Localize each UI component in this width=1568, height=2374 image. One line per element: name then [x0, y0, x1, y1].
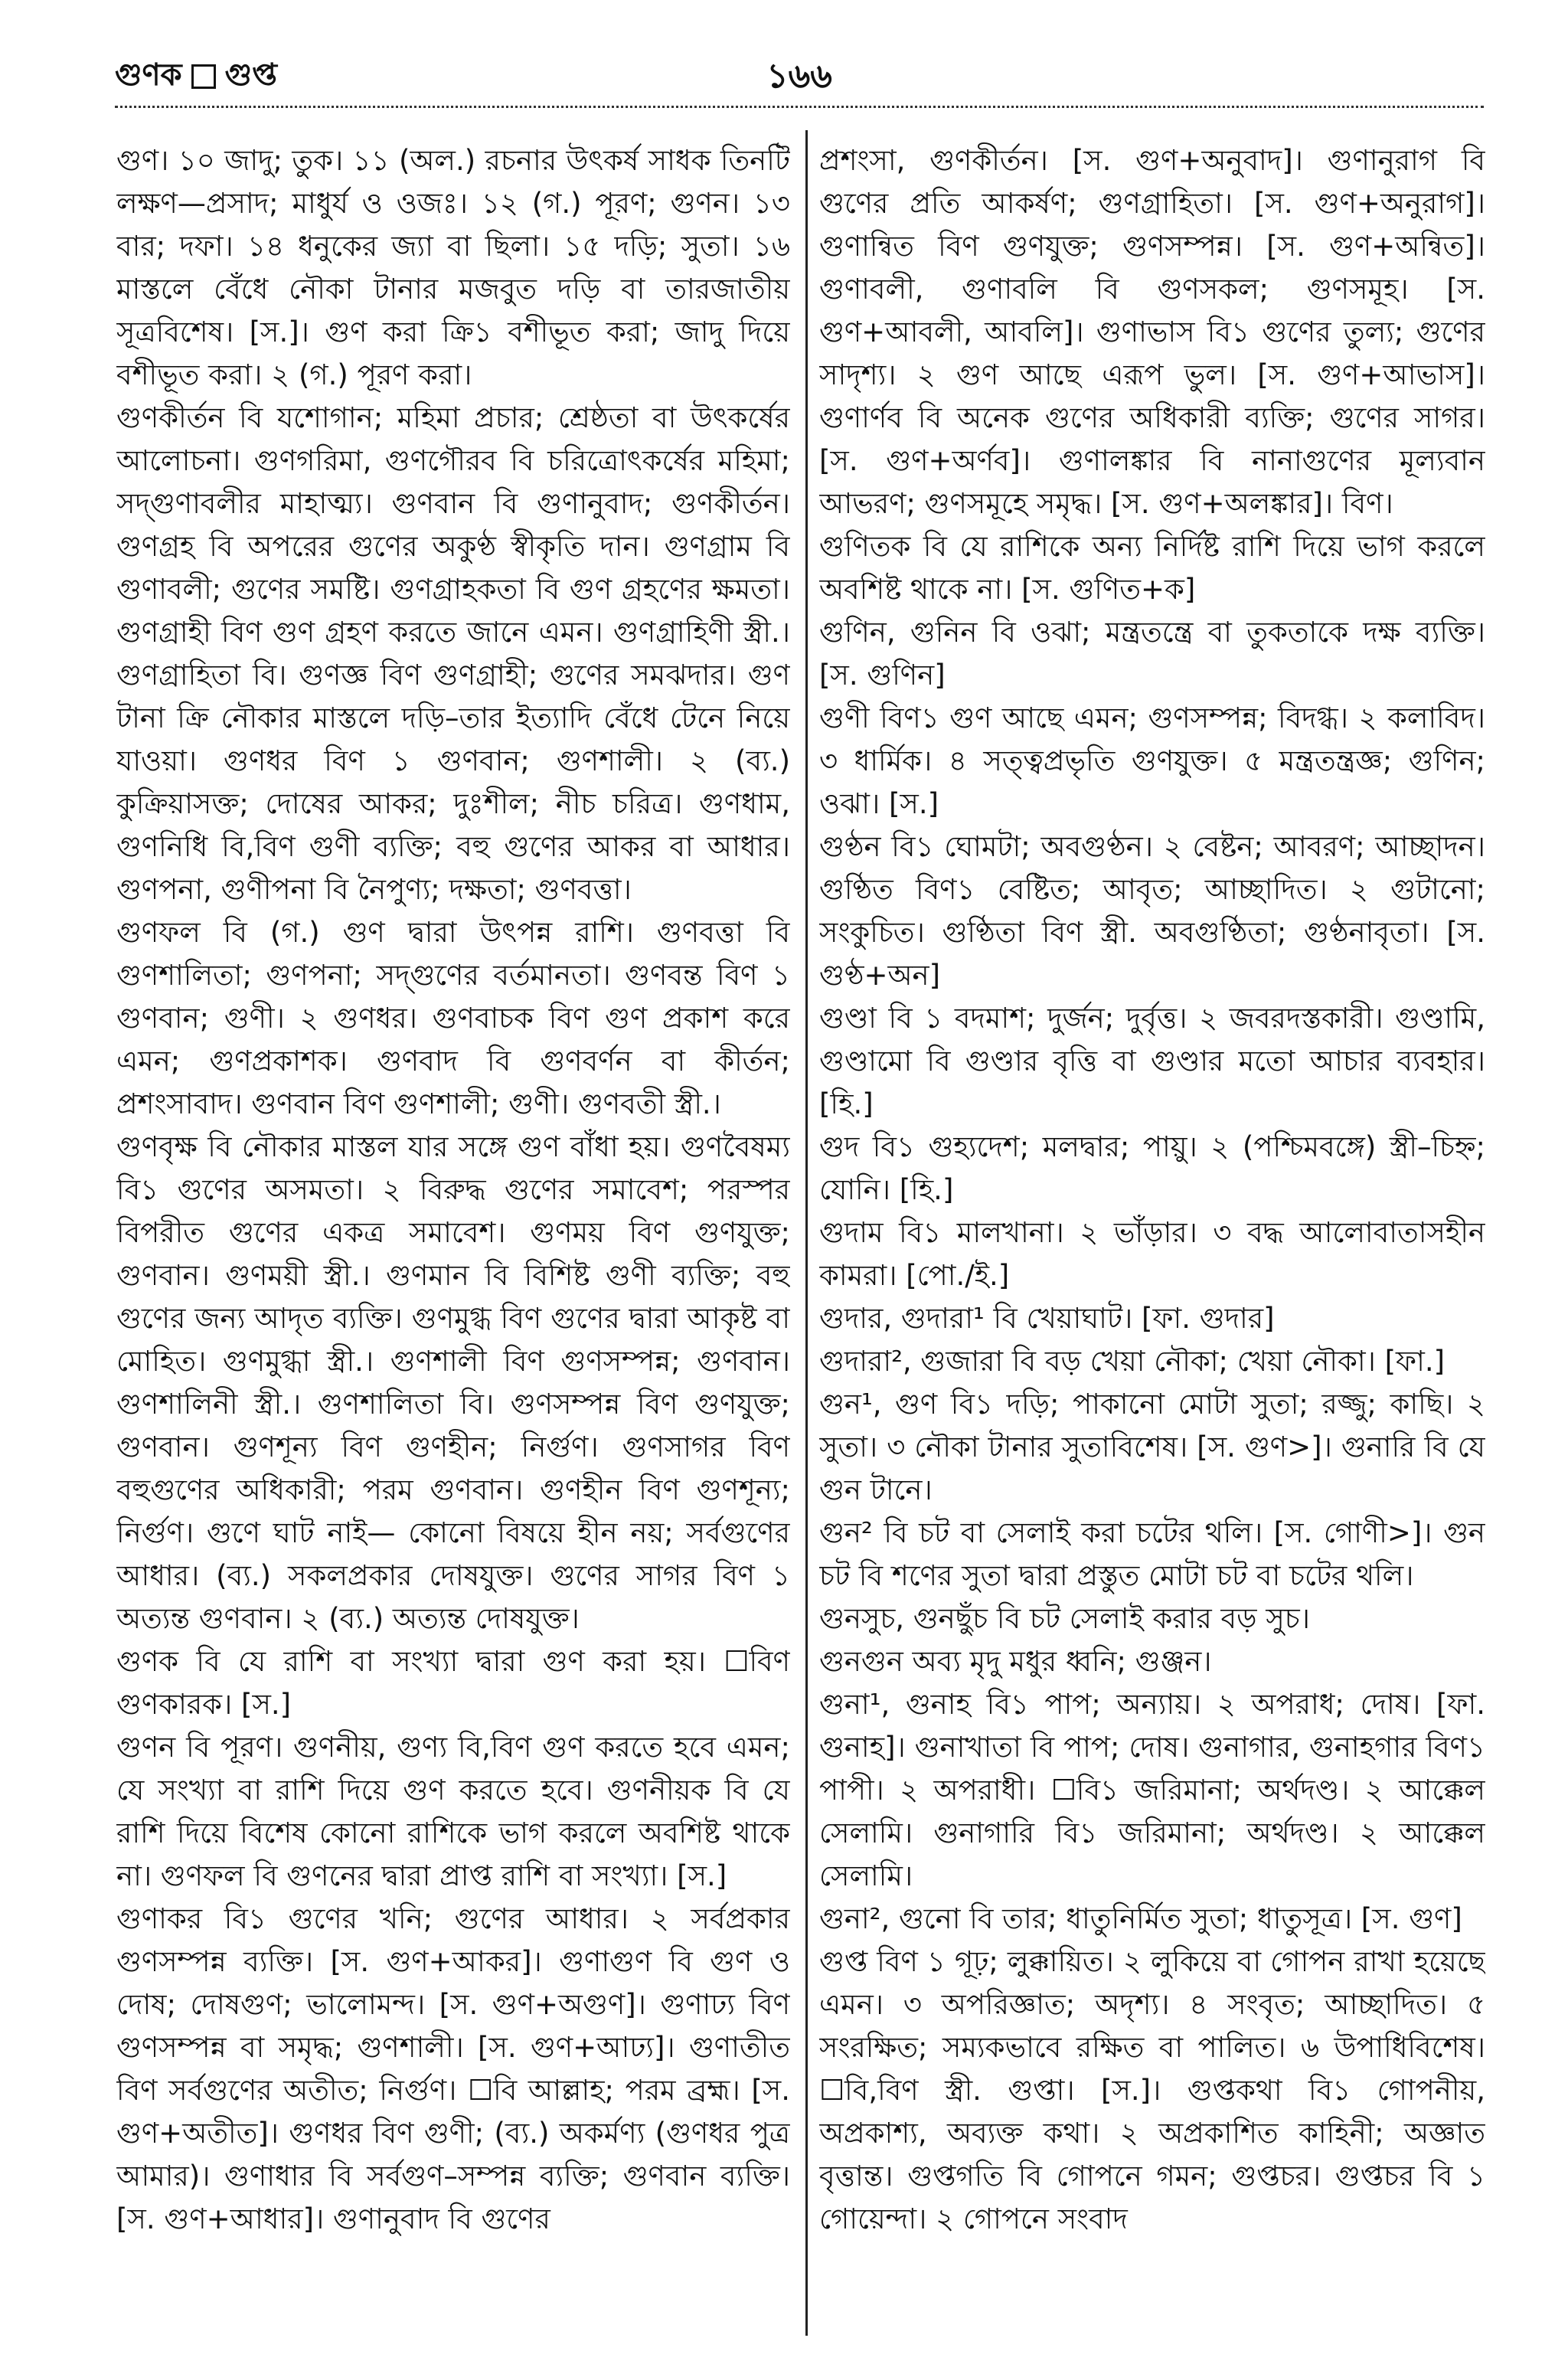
entry-paragraph: গুনসুচ, গুনছুঁচ বি চট সেলাই করার বড় সুচ।: [819, 1602, 1310, 1635]
guide-word-last: গুপ্ত: [224, 57, 278, 93]
separator-box-icon: [191, 64, 216, 89]
entry-paragraph: প্রশংসা, গুণকীর্তন। [স. গুণ+অনুবাদ]। গুণানুরাগ বি গুণের প্রতি আকর্ষণ; গুণগ্রাহিতা। [স. গুণ+অনুরাগ]। গুণান্বিত বিণ গুণযুক্ত; গুণসম্পন্ন। [স. গুণ+অন্বিত]। গুণাবলী, গুণাবলি বি গুণসকল; গুণসমূহ। [স. গুণ+আবলী, আবলি]। গুণাভাস বি১ গুণের তুল্য; গুণের সাদৃশ্য। ২ গুণ আছে এরূপ ভুল। [স. গুণ+আভাস]। গুণার্ণব বি অনেক গুণের অধিকারী ব্যক্তি; গুণের সাগর। [স. গুণ+অর্ণব]। গুণালঙ্কার বি নানাগুণের মূল্যবান আভরণ; গুণসমূহে সমৃদ্ধ। [স. গুণ+অলঙ্কার]। বিণ।: [819, 144, 1485, 520]
entry-paragraph: গুণী বিণ১ গুণ আছে এমন; গুণসম্পন্ন; বিদগ্ধ। ২ কলাবিদ। ৩ ধার্মিক। ৪ সত্ত্বপ্রভৃতি গুণযুক্ত। ৫ মন্ত্রতন্ত্রজ্ঞ; গুণিন; ওঝা। [স.]: [819, 701, 1485, 820]
right-column: [819, 139, 1485, 2330]
entry-paragraph: গুন² বি চট বা সেলাই করা চটের থলি। [স. গোণী>]। গুন চট বি শণের সুতা দ্বারা প্রস্তুত মোটা চট বা চটের থলি।: [819, 1516, 1485, 1592]
page-number: ১৬৬: [766, 57, 832, 96]
entry-paragraph: গুণকীর্তন বি যশোগান; মহিমা প্রচার; শ্রেষ্ঠতা বা উৎকর্ষের আলোচনা। গুণগরিমা, গুণগৌরব বি চরিত্রোৎকর্ষের মহিমা; সদ্‌গুণাবলীর মাহাত্ম্য। গুণবান বি গুণানুবাদ; গুণকীর্তন। গুণগ্রহ বি অপরের গুণের অকুণ্ঠ স্বীকৃতি দান। গুণগ্রাম বি গুণাবলী; গুণের সমষ্টি। গুণগ্রাহকতা বি গুণ গ্রহণের ক্ষমতা। গুণগ্রাহী বিণ গুণ গ্রহণ করতে জানে এমন। গুণগ্রাহিণী স্ত্রী.। গুণগ্রাহিতা বি। গুণজ্ঞ বিণ গুণগ্রাহী; গুণের সমঝদার। গুণ টানা ক্রি নৌকার মাস্তলে দড়ি–তার ইত্যাদি বেঁধে টেনে নিয়ে যাওয়া। গুণধর বিণ ১ গুণবান; গুণশালী। ২ (ব্য.) কুক্রিয়াসক্ত; দোষের আকর; দুঃশীল; নীচ চরিত্র। গুণধাম, গুণনিধি বি,বিণ গুণী ব্যক্তি; বহু গুণের আকর বা আধার। গুণপনা, গুণীপনা বি নৈপুণ্য; দক্ষতা; গুণবত্তা।: [116, 401, 790, 906]
entry-paragraph: গুণিতক বি যে রাশিকে অন্য নির্দিষ্ট রাশি দিয়ে ভাগ করলে অবশিষ্ট থাকে না। [স. গুণিত+ক]: [819, 530, 1485, 606]
entry-paragraph: গুদ বি১ গুহ্যদেশ; মলদ্বার; পায়ু। ২ (পশ্চিমবঙ্গে) স্ত্রী–চিহ্ন; যোনি। [হি.]: [819, 1130, 1485, 1206]
entry-paragraph: গুনগুন অব্য মৃদু মধুর ধ্বনি; গুঞ্জন।: [819, 1645, 1212, 1678]
entry-paragraph: গুদাম বি১ মালখানা। ২ ভাঁড়ার। ৩ বদ্ধ আলোবাতাসহীন কামরা। [পো./ই.]: [819, 1216, 1485, 1292]
entry-paragraph: গুপ্ত বিণ ১ গূঢ়; লুক্কায়িত। ২ লুকিয়ে বা গোপন রাখা হয়েছে এমন। ৩ অপরিজ্ঞাত; অদৃশ্য। ৪ সংবৃত; আচ্ছাদিত। ৫ সংরক্ষিত; সম্যকভাবে রক্ষিত বা পালিত। ৬ উপাধিবিশেষ। ☐বি,বিণ স্ত্রী. গুপ্তা। [স.]। গুপ্তকথা বি১ গোপনীয়, অপ্রকাশ্য, অব্যক্ত কথা। ২ অপ্রকাশিত কাহিনী; অজ্ঞাত বৃত্তান্ত। গুপ্তগতি বি গোপনে গমন; গুপ্তচর। গুপ্তচর বি ১ গোয়েন্দা। ২ গোপনে সংবাদ: [819, 1945, 1485, 2235]
entry-paragraph: গুনা², গুনো বি তার; ধাতুনির্মিত সুতা; ধাতুসূত্র। [স. গুণ]: [819, 1902, 1462, 1935]
entry-paragraph: গুণক বি যে রাশি বা সংখ্যা দ্বারা গুণ করা হয়। ☐বিণ গুণকারক। [স.]: [116, 1645, 790, 1721]
entry-paragraph: গুন¹, গুণ বি১ দড়ি; পাকানো মোটা সুতা; রজ্জু; কাছি। ২ সুতা। ৩ নৌকা টানার সুতাবিশেষ। [স. গুণ>]। গুনারি বি যে গুন টানে।: [819, 1388, 1485, 1506]
entry-paragraph: গুণবৃক্ষ বি নৌকার মাস্তল যার সঙ্গে গুণ বাঁধা হয়। গুণবৈষম্য বি১ গুণের অসমতা। ২ বিরুদ্ধ গুণের সমাবেশ; পরস্পর বিপরীত গুণের একত্র সমাবেশ। গুণময় বিণ গুণযুক্ত; গুণবান। গুণময়ী স্ত্রী.। গুণমান বি বিশিষ্ট গুণী ব্যক্তি; বহু গুণের জন্য আদৃত ব্যক্তি। গুণমুগ্ধ বিণ গুণের দ্বারা আকৃষ্ট বা মোহিত। গুণমুগ্ধা স্ত্রী.। গুণশালী বিণ গুণসম্পন্ন; গুণবান। গুণশালিনী স্ত্রী.। গুণশালিতা বি। গুণসম্পন্ন বিণ গুণযুক্ত; গুণবান। গুণশূন্য বিণ গুণহীন; নির্গুণ। গুণসাগর বিণ বহুগুণের অধিকারী; পরম গুণবান। গুণহীন বিণ গুণশূন্য; নির্গুণ। গুণে ঘাট নাই— কোনো বিষয়ে হীন নয়; সর্বগুণের আধার। (ব্য.) সকলপ্রকার দোষযুক্ত। গুণের সাগর বিণ ১ অত্যন্ত গুণবান। ২ (ব্য.) অত্যন্ত দোষযুক্ত।: [116, 1130, 790, 1635]
entry-paragraph: গুণফল বি (গ.) গুণ দ্বারা উৎপন্ন রাশি। গুণবত্তা বি গুণশালিতা; গুণপনা; সদ্‌গুণের বর্তমানতা। গুণবন্ত বিণ ১ গুণবান; গুণী। ২ গুণধর। গুণবাচক বিণ গুণ প্রকাশ করে এমন; গুণপ্রকাশক। গুণবাদ বি গুণবর্ণন বা কীর্তন; প্রশংসাবাদ। গুণবান বিণ গুণশালী; গুণী। গুণবতী স্ত্রী.।: [116, 916, 790, 1120]
entry-paragraph: গুদারা², গুজারা বি বড় খেয়া নৌকা; খেয়া নৌকা। [ফা.]: [819, 1345, 1446, 1378]
entry-paragraph: গুণ্ঠন বি১ ঘোমটা; অবগুণ্ঠন। ২ বেষ্টন; আবরণ; আচ্ছাদন। গুণ্ঠিত বিণ১ বেষ্টিত; আবৃত; আচ্ছাদিত। ২ গুটানো; সংকুচিত। গুণ্ঠিতা বিণ স্ত্রী. অবগুণ্ঠিতা; গুণ্ঠনাবৃতা। [স. গুণ্ঠ+অন]: [819, 830, 1485, 992]
page-header: [115, 46, 1484, 115]
entry-paragraph: গুণন বি পূরণ। গুণনীয়, গুণ্য বি,বিণ গুণ করতে হবে এমন; যে সংখ্যা বা রাশি দিয়ে গুণ করতে হবে। গুণনীয়ক বি যে রাশি দিয়ে বিশেষ কোনো রাশিকে ভাগ করলে অবশিষ্ট থাকে না। গুণফল বি গুণনের দ্বারা প্রাপ্ত রাশি বা সংখ্যা। [স.]: [116, 1731, 790, 1892]
entry-paragraph: গুনা¹, গুনাহ বি১ পাপ; অন্যায়। ২ অপরাধ; দোষ। [ফা. গুনাহ]। গুনাখাতা বি পাপ; দোষ। গুনাগার, গুনাহগার বিণ১ পাপী। ২ অপরাধী। ☐বি১ জরিমানা; অর্থদণ্ড। ২ আক্কেল সেলামি। গুনাগারি বি১ জরিমানা; অর্থদণ্ড। ২ আক্কেল সেলামি।: [819, 1688, 1485, 1892]
header-rule: [115, 106, 1484, 108]
entry-paragraph: গুণ্ডা বি ১ বদমাশ; দুর্জন; দুর্বৃত্ত। ২ জবরদস্তকারী। গুণ্ডামি, গুণ্ডামো বি গুণ্ডার বৃত্তি বা গুণ্ডার মতো আচার ব্যবহার। [হি.]: [819, 1002, 1485, 1120]
entry-paragraph: গুণিন, গুনিন বি ওঝা; মন্ত্রতন্ত্রে বা তুকতাকে দক্ষ ব্যক্তি। [স. গুণিন]: [819, 616, 1485, 692]
guide-word-first: গুণক: [115, 57, 182, 93]
entry-paragraph: গুদার, গুদারা¹ বি খেয়াঘাট। [ফা. গুদার]: [819, 1302, 1275, 1335]
entry-paragraph: গুণাকর বি১ গুণের খনি; গুণের আধার। ২ সর্বপ্রকার গুণসম্পন্ন ব্যক্তি। [স. গুণ+আকর]। গুণাগুণ বি গুণ ও দোষ; দোষগুণ; ভালোমন্দ। [স. গুণ+অগুণ]। গুণাঢ্য বিণ গুণসম্পন্ন বা সমৃদ্ধ; গুণশালী। [স. গুণ+আঢ্য]। গুণাতীত বিণ সর্বগুণের অতীত; নির্গুণ। ☐বি আল্লাহ; পরম ব্রহ্ম। [স. গুণ+অতীত]। গুণধর বিণ গুণী; (ব্য.) অকর্মণ্য (গুণধর পুত্র আমার)। গুণাধার বি সর্বগুণ–সম্পন্ন ব্যক্তি; গুণবান ব্যক্তি। [স. গুণ+আধার]। গুণানুবাদ বি গুণের: [116, 1902, 790, 2235]
left-column: [116, 139, 790, 2330]
guide-words: [115, 51, 277, 102]
entry-paragraph: গুণ। ১০ জাদু; তুক। ১১ (অল.) রচনার উৎকর্ষ সাধক তিনটি লক্ষণ—প্রসাদ; মাধুর্য ও ওজঃ। ১২ (গ.) পূরণ; গুণন। ১৩ বার; দফা। ১৪ ধনুকের জ্যা বা ছিলা। ১৫ দড়ি; সুতা। ১৬ মাস্তলে বেঁধে নৌকা টানার মজবুত দড়ি বা তারজাতীয় সূত্রবিশেষ। [স.]। গুণ করা ক্রি১ বশীভূত করা; জাদু দিয়ে বশীভূত করা। ২ (গ.) পূরণ করা।: [116, 144, 790, 391]
column-divider: [805, 130, 808, 2336]
